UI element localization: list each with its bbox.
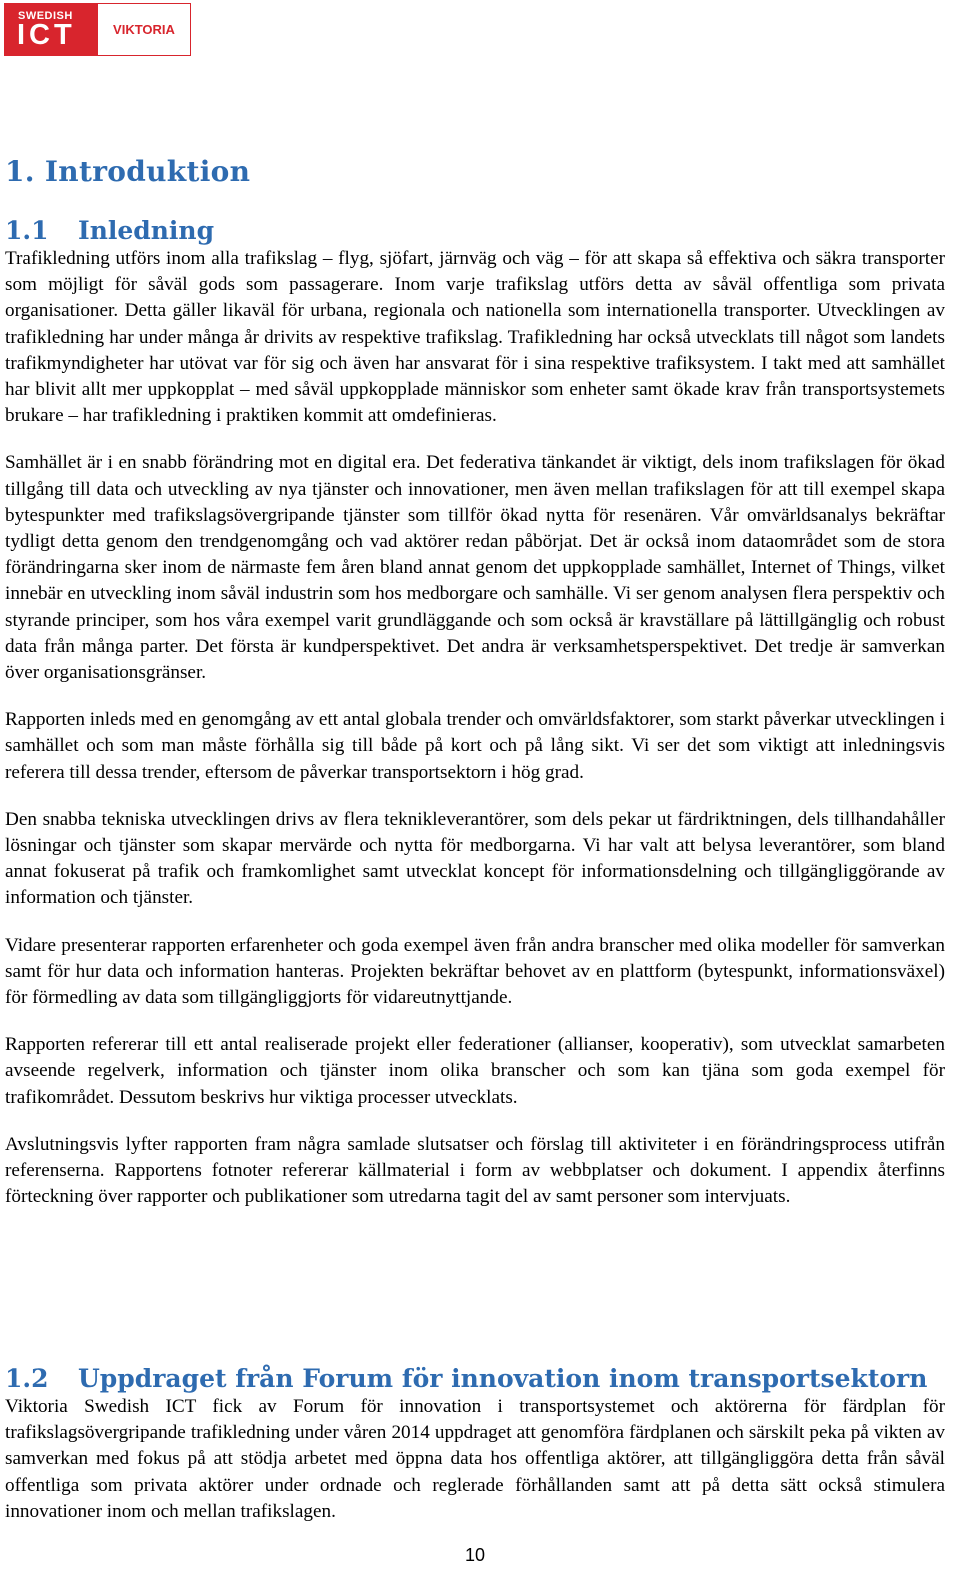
section-number: 1.2 <box>5 1364 49 1393</box>
chapter-title: Introduktion <box>44 155 251 188</box>
section-title: Inledning <box>78 216 215 245</box>
chapter-number: 1. <box>5 155 35 188</box>
logo-ict-text: ICT <box>17 19 76 51</box>
paragraph: Rapporten refererar till ett antal realiserade projekt eller federationer (allianser, kooperativ), som utvecklat samarbeten avseende regelverk, information och tjänster inom olika branscher och som kan tjäna som goda exempel för trafikområdet. Dessutom beskrivs hur viktiga processer utvecklats. <box>5 1034 945 1108</box>
paragraph: Den snabba tekniska utvecklingen drivs av flera teknikleverantörer, som dels pekar ut färdriktningen, dels tillhandahåller lösningar och tjänster som skapar mervärde och nytta för medborgarna. Vi har valt att belysa leverantörer, som bland annat fokuserat på trafik och framkomlighet samt utvecklat koncept för informationsdelning och tillgängliggörande av information och tjänster. <box>5 808 945 909</box>
paragraph: Vidare presenterar rapporten erfarenheter och goda exempel även från andra branscher med olika modeller för samverkan samt för hur data och information hanteras. Projekten bekräftar behovet av en plattform (bytespunkt, informationsväxel) för förmedling av data som tillgängliggjorts för vidareutnyttjande. <box>5 934 945 1009</box>
page-number: 10 <box>464 1545 486 1565</box>
logo-swedish-ict <box>5 4 98 55</box>
logo <box>4 3 191 56</box>
paragraph: Rapporten inleds med en genomgång av ett antal globala trender och omvärldsfaktorer, som starkt påverkar utvecklingen i samhället och som man måste förhålla sig till både på kort och på lång sikt. Vi ser det som viktigt att inledningsvis referera till dessa trender, eftersom de påverkar transportsektorn i hög grad. <box>5 709 945 783</box>
paragraph: Samhället är i en snabb förändring mot en digital era. Det federativa tänkandet är viktigt, dels inom trafikslagen för ökad tillgång till data och utveckling av nya tjänster och innovationer, men även mellan trafikslagen för att till exempel skapa bytespunkter med trafikslagsövergripande tjänster som tillför ökad nytta för resenären. Vår omvärldsanalys bekräftar tydligt detta genom den trendgenomgång och vad aktörer redan påbörjat. Det är också inom dataområdet som de stora förändringarna sker inom de närmaste fem åren bland annat genom det uppkopplade samhället, Internet of Things, vilket innebär en utveckling inom såväl industrin som hos medborgare och samhälle. Vi ser genom analysen flera perspektiv och styrande principer, som hos våra exempel varit grundläggande och som också är kravställare på lättillgänglig och robust data från många parter. Det första är kundperspektivet. Det andra är verksamhetsperspektivet. Det tredje är samverkan över organisationsgränser. <box>5 452 945 684</box>
logo-viktoria-text: VIKTORIA <box>113 22 175 37</box>
chapter-heading <box>5 155 250 188</box>
paragraph: Trafikledning utförs inom alla trafikslag – flyg, sjöfart, järnväg och väg – för att skapa så effektiva och säkra transporter som möjligt för såväl gods som passagerare. Inom varje trafikslag utförs detta av såväl offentliga som privata organisationer. Detta gäller likaväl för urbana, regionala och nationella som internationella transporter. Utvecklingen av trafikledning har under många år drivits av respektive trafikslag. Trafikledning har också utvecklats till något som landets trafikmyndigheter har utövat var för sig och även har ansvarat för i sina respektive trafiksystem. I takt med att samhället har blivit allt mer uppkopplat – med såväl uppkopplade människor som enheter samt ökade krav från transportsystemets brukare – har trafikledning i praktiken kommit att omdefinieras. <box>5 248 945 427</box>
paragraph: Viktoria Swedish ICT fick av Forum för innovation i transportsystemet och aktörerna för färdplan för trafikslagsövergripande trafikledning under våren 2014 uppdraget att genomföra färdplanen och särskilt peka på vikten av samverkan med fokus på att stödja arbetet med öppna data hos offentliga aktörer, att tillgängliggöra detta från såväl offentliga som privata aktörer under ordnade och reglerade förhållanden samt att på detta sätt också stimulera innovationer inom och mellan trafikslagen. <box>5 1396 945 1522</box>
section-heading <box>5 216 945 246</box>
logo-swedish-text: SWEDISH <box>18 10 73 22</box>
section-heading <box>5 1364 945 1394</box>
section-number: 1.1 <box>5 216 49 245</box>
section-title: Uppdraget från Forum för innovation inom transportsektorn <box>78 1364 928 1393</box>
paragraph: Avslutningsvis lyfter rapporten fram några samlade slutsatser och förslag till aktiviteter i en förändringsprocess utifrån referenserna. Rapportens fotnoter refererar källmaterial i form av webbplatser och dokument. I appendix återfinns förteckning över rapporter och publikationer som utredarna tagit del av samt personer som intervjuats. <box>5 1133 945 1208</box>
section-inledning <box>5 216 945 1232</box>
section-uppdraget <box>5 1364 945 1546</box>
